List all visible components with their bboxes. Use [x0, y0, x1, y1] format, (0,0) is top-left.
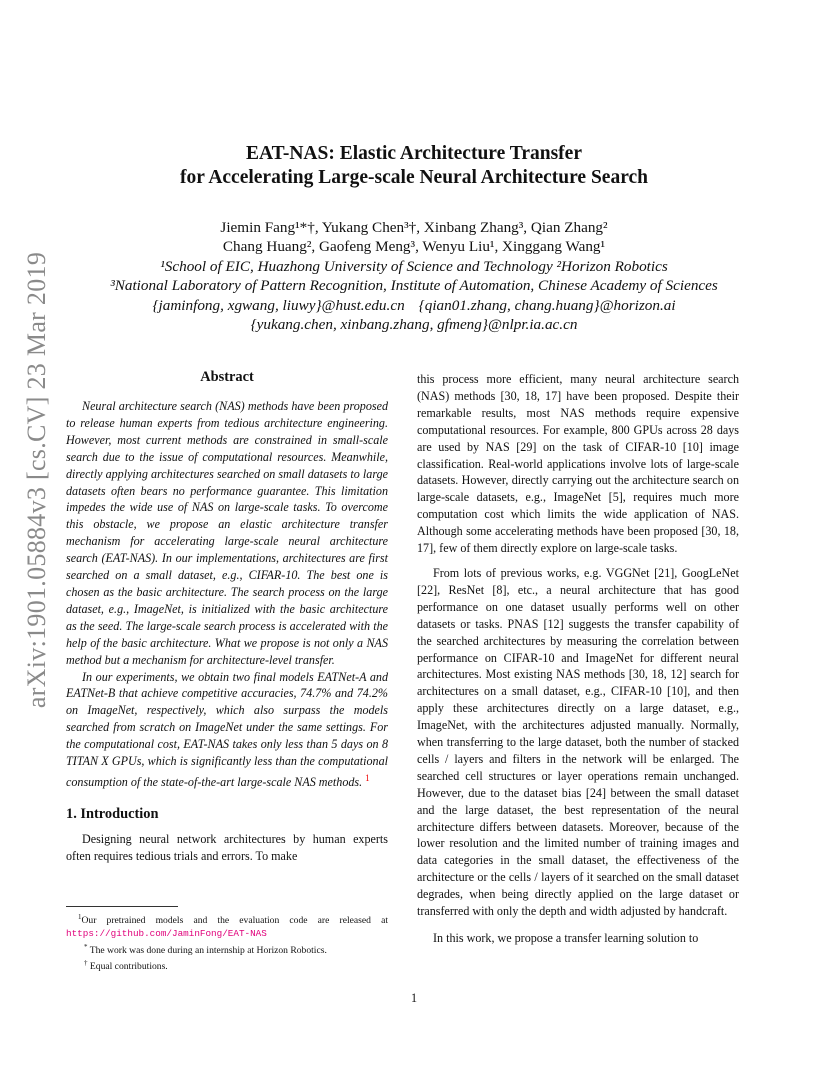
- authors-line-2: Chang Huang², Gaofeng Meng³, Wenyu Liu¹, Xinggang Wang¹: [222, 238, 606, 256]
- arxiv-stamp-text: arXiv:1901.05884v3 [cs.CV] 23 Mar 2019: [22, 251, 51, 709]
- paper-title: [100, 142, 728, 190]
- authors-line-1: Jiemin Fang¹*†, Yukang Chen³†, Xinbang Zhang³, Qian Zhang²: [220, 219, 608, 236]
- footnotes: [66, 911, 388, 973]
- footnote-1-link[interactable]: 1: [365, 772, 370, 783]
- email-hust: {jaminfong, xgwang, liuwy}@hust.edu.cn: [152, 296, 405, 314]
- right-paragraph-2: From lots of previous works, e.g. VGGNet [21], GoogLeNet [22], ResNet [8], etc., a neural architecture that has good performance on one dataset usually performs well on other datasets or tasks. PNAS [12] suggests the transfer capability of the searched architectures by measuring the correlation between performance on CIFAR-10 and ImageNet for different neural architectures. Most existing NAS methods [30, 18, 12] search for architectures on a small dataset, e.g., CIFAR-10 [10], and then apply these architectures directly on a large dataset, e.g., ImageNet, with the architectures adjusted manually. Normally, when transferring to the large dataset, both the number of stacked cells / layers and filters in the network will be enlarged. The searched cell structures or layer operations remain unchanged. However, due to the dataset bias [24] between the small dataset and the large dataset, the best representation of the neural architecture differs between datasets. Moreover, because of the lower resolution and the limited number of training images and data categories in the small dataset, the effectiveness of the architecture or the cells / layers of it searched on the small dataset degrades, when being directly applied on the large dataset or transferred with only the depth and width adjusted by handcraft.: [417, 565, 739, 919]
- title-line-2: for Accelerating Large-scale Neural Architecture Search: [179, 167, 649, 188]
- affiliation-line-1: ¹School of EIC, Huazhong University of Science and Technology ²Horizon Robotics: [160, 257, 668, 275]
- left-column: [66, 368, 388, 865]
- abstract-paragraph-2: [66, 669, 388, 791]
- abstract-body: [66, 398, 388, 791]
- page-number: 1: [410, 991, 418, 1005]
- footnote-1-mark: 1: [78, 913, 82, 921]
- right-column: [417, 371, 739, 947]
- email-horizon: {qian01.zhang, chang.huang}@horizon.ai: [418, 296, 676, 314]
- arxiv-identifier-stamp: [12, 251, 62, 709]
- abstract-paragraph-2-text: In our experiments, we obtain two final models EATNet-A and EATNet-B that achieve competitive accuracies, 74.7% and 74.2% on ImageNet, respectively, which also surpass the models searched from scratch on ImageNet under the same settings. For the computational cost, EAT-NAS takes only less than 5 days on 8 TITAN X GPUs, which is significantly less than the computational consumption of the state-of-the-art large-scale NAS methods.: [66, 669, 388, 789]
- abstract-paragraph-1: Neural architecture search (NAS) methods have been proposed to release human experts from tedious architecture engineering. However, most current methods are constrained in small-scale search due to the issue of computational resources. Meanwhile, directly applying architectures searched on small datasets to large datasets often bears no performance guarantee. This limitation impedes the wide use of NAS on large-scale tasks. To overcome this obstacle, we propose an elastic architecture transfer mechanism for accelerating large-scale neural architecture search (EAT-NAS). In our implementations, architectures are first searched on a small dataset, e.g., CIFAR-10. The best one is chosen as the basic architecture. The search process on the large dataset, e.g., ImageNet, is initialized with the basic architecture as the seed. The large-scale search process is accelerated with the help of the basic architecture. What we propose is not only a NAS method but a mechanism for architecture-level transfer.: [66, 399, 388, 667]
- introduction-paragraph-1: Designing neural network architectures by human experts often requires tedious trials and errors. To make: [66, 831, 388, 863]
- affiliation-line-2: ³National Laboratory of Pattern Recognition, Institute of Automation, Chinese Academy of Sciences: [110, 277, 718, 295]
- right-paragraph-1: this process more efficient, many neural architecture search (NAS) methods [30, 18, 17] have been proposed. Despite their remarkable results, most NAS methods require expensive computational resources. For example, 800 GPUs across 28 days are used by NAS [29] on the task of CIFAR-10 [10] image classification. Real-world applications involve lots of large-scale datasets. However, directly carrying out the architecture search on large-scale datasets, e.g., ImageNet [5], requires much more computation cost which limits the wide application of NAS. Although some accelerating methods have been proposed [30, 18, 17], few of them directly explore on large-scale tasks.: [417, 372, 739, 556]
- introduction-heading: 1. Introduction: [66, 805, 159, 822]
- footnote-3-text: Equal contributions.: [89, 961, 168, 973]
- footnote-divider: [66, 906, 178, 907]
- footnote-2-text: The work was done during an internship at Horizon Robotics.: [89, 944, 327, 956]
- footnote-1: [66, 911, 388, 941]
- title-line-1: EAT-NAS: Elastic Architecture Transfer: [246, 143, 582, 164]
- email-line-1: [60, 296, 768, 315]
- author-block: [60, 218, 768, 334]
- footnote-3: [66, 957, 388, 973]
- right-paragraph-3: In this work, we propose a transfer learning solution to: [433, 931, 699, 945]
- footnote-3-mark: †: [84, 958, 88, 967]
- footnote-2-mark: *: [84, 942, 88, 951]
- footnote-2: [66, 941, 388, 957]
- email-line-2: {yukang.chen, xinbang.zhang, gfmeng}@nlpr.ia.ac.cn: [250, 316, 578, 334]
- abstract-heading: Abstract: [200, 369, 254, 385]
- code-release-link[interactable]: https://github.com/JaminFong/EAT-NAS: [66, 928, 267, 940]
- footnote-1-text: Our pretrained models and the evaluation code are released at: [81, 915, 388, 927]
